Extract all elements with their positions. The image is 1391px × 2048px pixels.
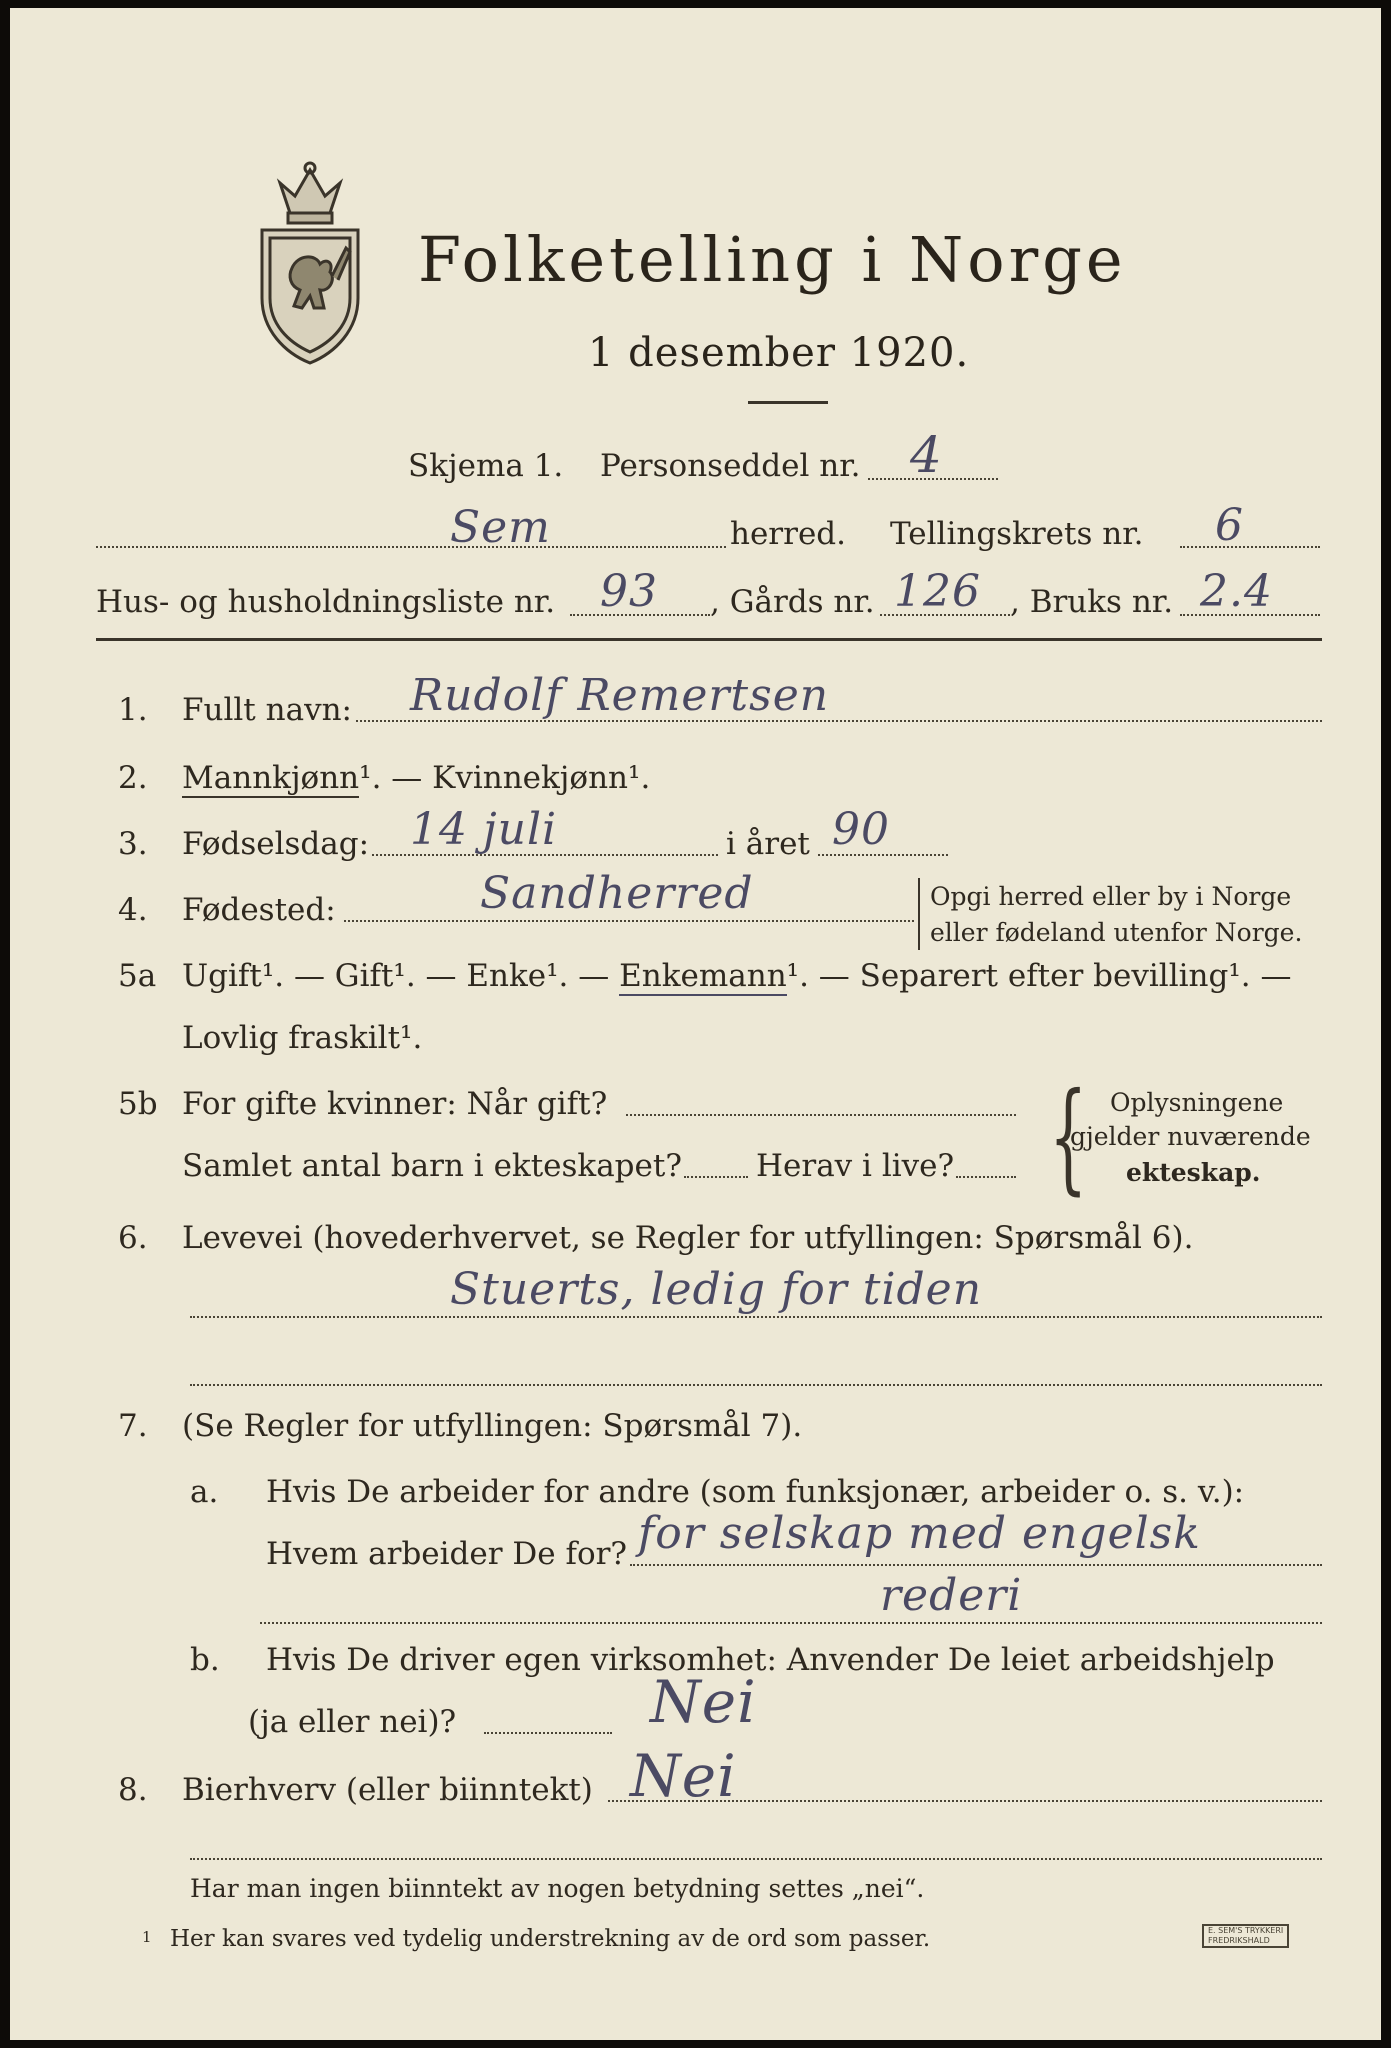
q2-end: ¹. (628, 760, 651, 796)
bruks-label: , Bruks nr. (1010, 584, 1174, 620)
personseddel-number-field[interactable]: 4 (910, 426, 943, 484)
q5a-options (182, 958, 1291, 994)
q7a-letter: a. (190, 1474, 219, 1510)
q4-number: 4. (118, 892, 148, 928)
q5b-note-line1: Oplysningene (1110, 1088, 1284, 1117)
footnote-text: Her kan svares ved tydelig understrekning av de ord som passer. (170, 1926, 931, 1952)
printer-stamp (1202, 1924, 1289, 1948)
q5b-line1: For gifte kvinner: Når gift? (182, 1086, 608, 1122)
q4-label: Fødested: (182, 892, 336, 928)
personseddel-label: Personseddel nr. (600, 448, 861, 484)
census-form-sheet (10, 8, 1381, 2040)
tellingskrets-label: Tellingskrets nr. (890, 516, 1144, 552)
footnote-mark: 1 (142, 1928, 152, 1946)
bruks-field[interactable]: 2.4 (1200, 566, 1273, 617)
q7a-dotted-line-2 (260, 1622, 1322, 1624)
q4-dotted-line (344, 920, 914, 922)
husholdningsliste-field[interactable]: 93 (600, 566, 658, 617)
q7b-line1: Hvis De driver egen virksomhet: Anvender De leiet arbeidshjelp (266, 1642, 1275, 1678)
occupation-field[interactable]: Stuerts, ledig for tiden (450, 1264, 983, 1315)
q5b-note-brace: { (1049, 1068, 1088, 1207)
q1-label: Fullt navn: (182, 692, 352, 728)
footer-note: Har man ingen biinntekt av nogen betydning settes „nei“. (190, 1874, 925, 1903)
mannkjonn-option[interactable]: Mannkjønn (182, 760, 360, 796)
q7-number: 7. (118, 1408, 148, 1444)
q2-options (182, 760, 650, 796)
q5b-children-dotted-line (684, 1176, 748, 1178)
q5b-number: 5b (118, 1086, 158, 1122)
q6-dotted-line-1 (190, 1316, 1322, 1318)
title-divider (748, 401, 828, 404)
q4-note-bracket (918, 878, 920, 950)
header-rule (96, 638, 1322, 641)
q7b-letter: b. (190, 1642, 220, 1678)
q4-note-line2: eller fødeland utenfor Norge. (930, 918, 1303, 947)
q6-dotted-line-2 (190, 1384, 1322, 1386)
gards-field[interactable]: 126 (894, 566, 981, 617)
q8-dotted-line-2 (190, 1858, 1322, 1860)
q6-number: 6. (118, 1220, 148, 1256)
enkemann-option[interactable]: Enkemann (619, 958, 787, 994)
herred-dotted-line (96, 546, 726, 548)
q7b-line2: (ja eller nei)? (248, 1704, 457, 1740)
q7-label: (Se Regler for utfyllingen: Spørsmål 7). (182, 1408, 803, 1444)
q1-number: 1. (118, 692, 148, 728)
full-name-field[interactable]: Rudolf Remertsen (410, 670, 830, 721)
q2-separator: ¹. — (359, 760, 433, 796)
q5a-number: 5a (118, 958, 157, 994)
gards-label: , Gårds nr. (710, 584, 875, 620)
employer-field-2[interactable]: rederi (880, 1570, 1023, 1621)
q5b-alive-dotted-line (956, 1176, 1016, 1178)
q8-number: 8. (118, 1772, 148, 1808)
q4-note-line1: Opgi herred eller by i Norge (930, 882, 1292, 911)
birth-year-field[interactable]: 90 (832, 804, 890, 855)
q5b-note-line2: gjelder nuværende (1070, 1122, 1311, 1151)
printer-stamp-line1: E. SEM'S TRYKKERI (1208, 1926, 1284, 1935)
q5b-line2a: Samlet antal barn i ekteskapet? (182, 1148, 682, 1184)
kvinnekjonn-option[interactable]: Kvinnekjønn (432, 760, 629, 796)
q5b-line2b: Herav i live? (756, 1148, 955, 1184)
printer-stamp-line2: FREDRIKSHALD (1208, 1936, 1270, 1945)
side-income-field[interactable]: Nei (630, 1742, 737, 1810)
lovlig-fraskilt-option[interactable]: Lovlig fraskilt¹. (182, 1020, 423, 1056)
q3-year-label: i året (726, 826, 810, 862)
q2-number: 2. (118, 760, 148, 796)
q7a-dotted-line-1 (630, 1564, 1322, 1566)
birthday-field[interactable]: 14 juli (410, 804, 558, 855)
q7a-line1: Hvis De arbeider for andre (som funksjonær, arbeider o. s. v.): (266, 1474, 1245, 1510)
schema-label: Skjema 1. (408, 448, 564, 484)
q7a-line2: Hvem arbeider De for? (266, 1536, 628, 1572)
birthplace-field[interactable]: Sandherred (480, 868, 754, 919)
q6-label: Levevei (hovederhvervet, se Regler for utfyllingen: Spørsmål 6). (182, 1220, 1194, 1256)
q7b-dotted-line (484, 1732, 612, 1734)
hired-help-field[interactable]: Nei (650, 1668, 757, 1736)
form-title: Folketelling i Norge (418, 223, 1127, 296)
tellingskrets-field[interactable]: 6 (1215, 500, 1244, 551)
form-date: 1 desember 1920. (588, 330, 970, 376)
marital-options-b[interactable]: ¹. — Separert efter bevilling¹. — (786, 958, 1292, 994)
marital-options-a[interactable]: Ugift¹. — Gift¹. — Enke¹. — (182, 958, 620, 994)
employer-field-1[interactable]: for selskap med engelsk (638, 1508, 1201, 1559)
q3-label: Fødselsdag: (182, 826, 370, 862)
tellingskrets-dotted-line (1180, 546, 1320, 548)
herred-field[interactable]: Sem (450, 502, 551, 553)
q5b-note-line3: ekteskap. (1126, 1158, 1261, 1187)
husholdningsliste-label: Hus- og husholdningsliste nr. (96, 584, 556, 620)
q3-number: 3. (118, 826, 148, 862)
q8-label: Bierhverv (eller biinntekt) (182, 1772, 593, 1808)
norwegian-coat-of-arms-icon (250, 158, 370, 368)
herred-label: herred. (730, 516, 846, 552)
q5b-married-dotted-line (626, 1114, 1016, 1116)
